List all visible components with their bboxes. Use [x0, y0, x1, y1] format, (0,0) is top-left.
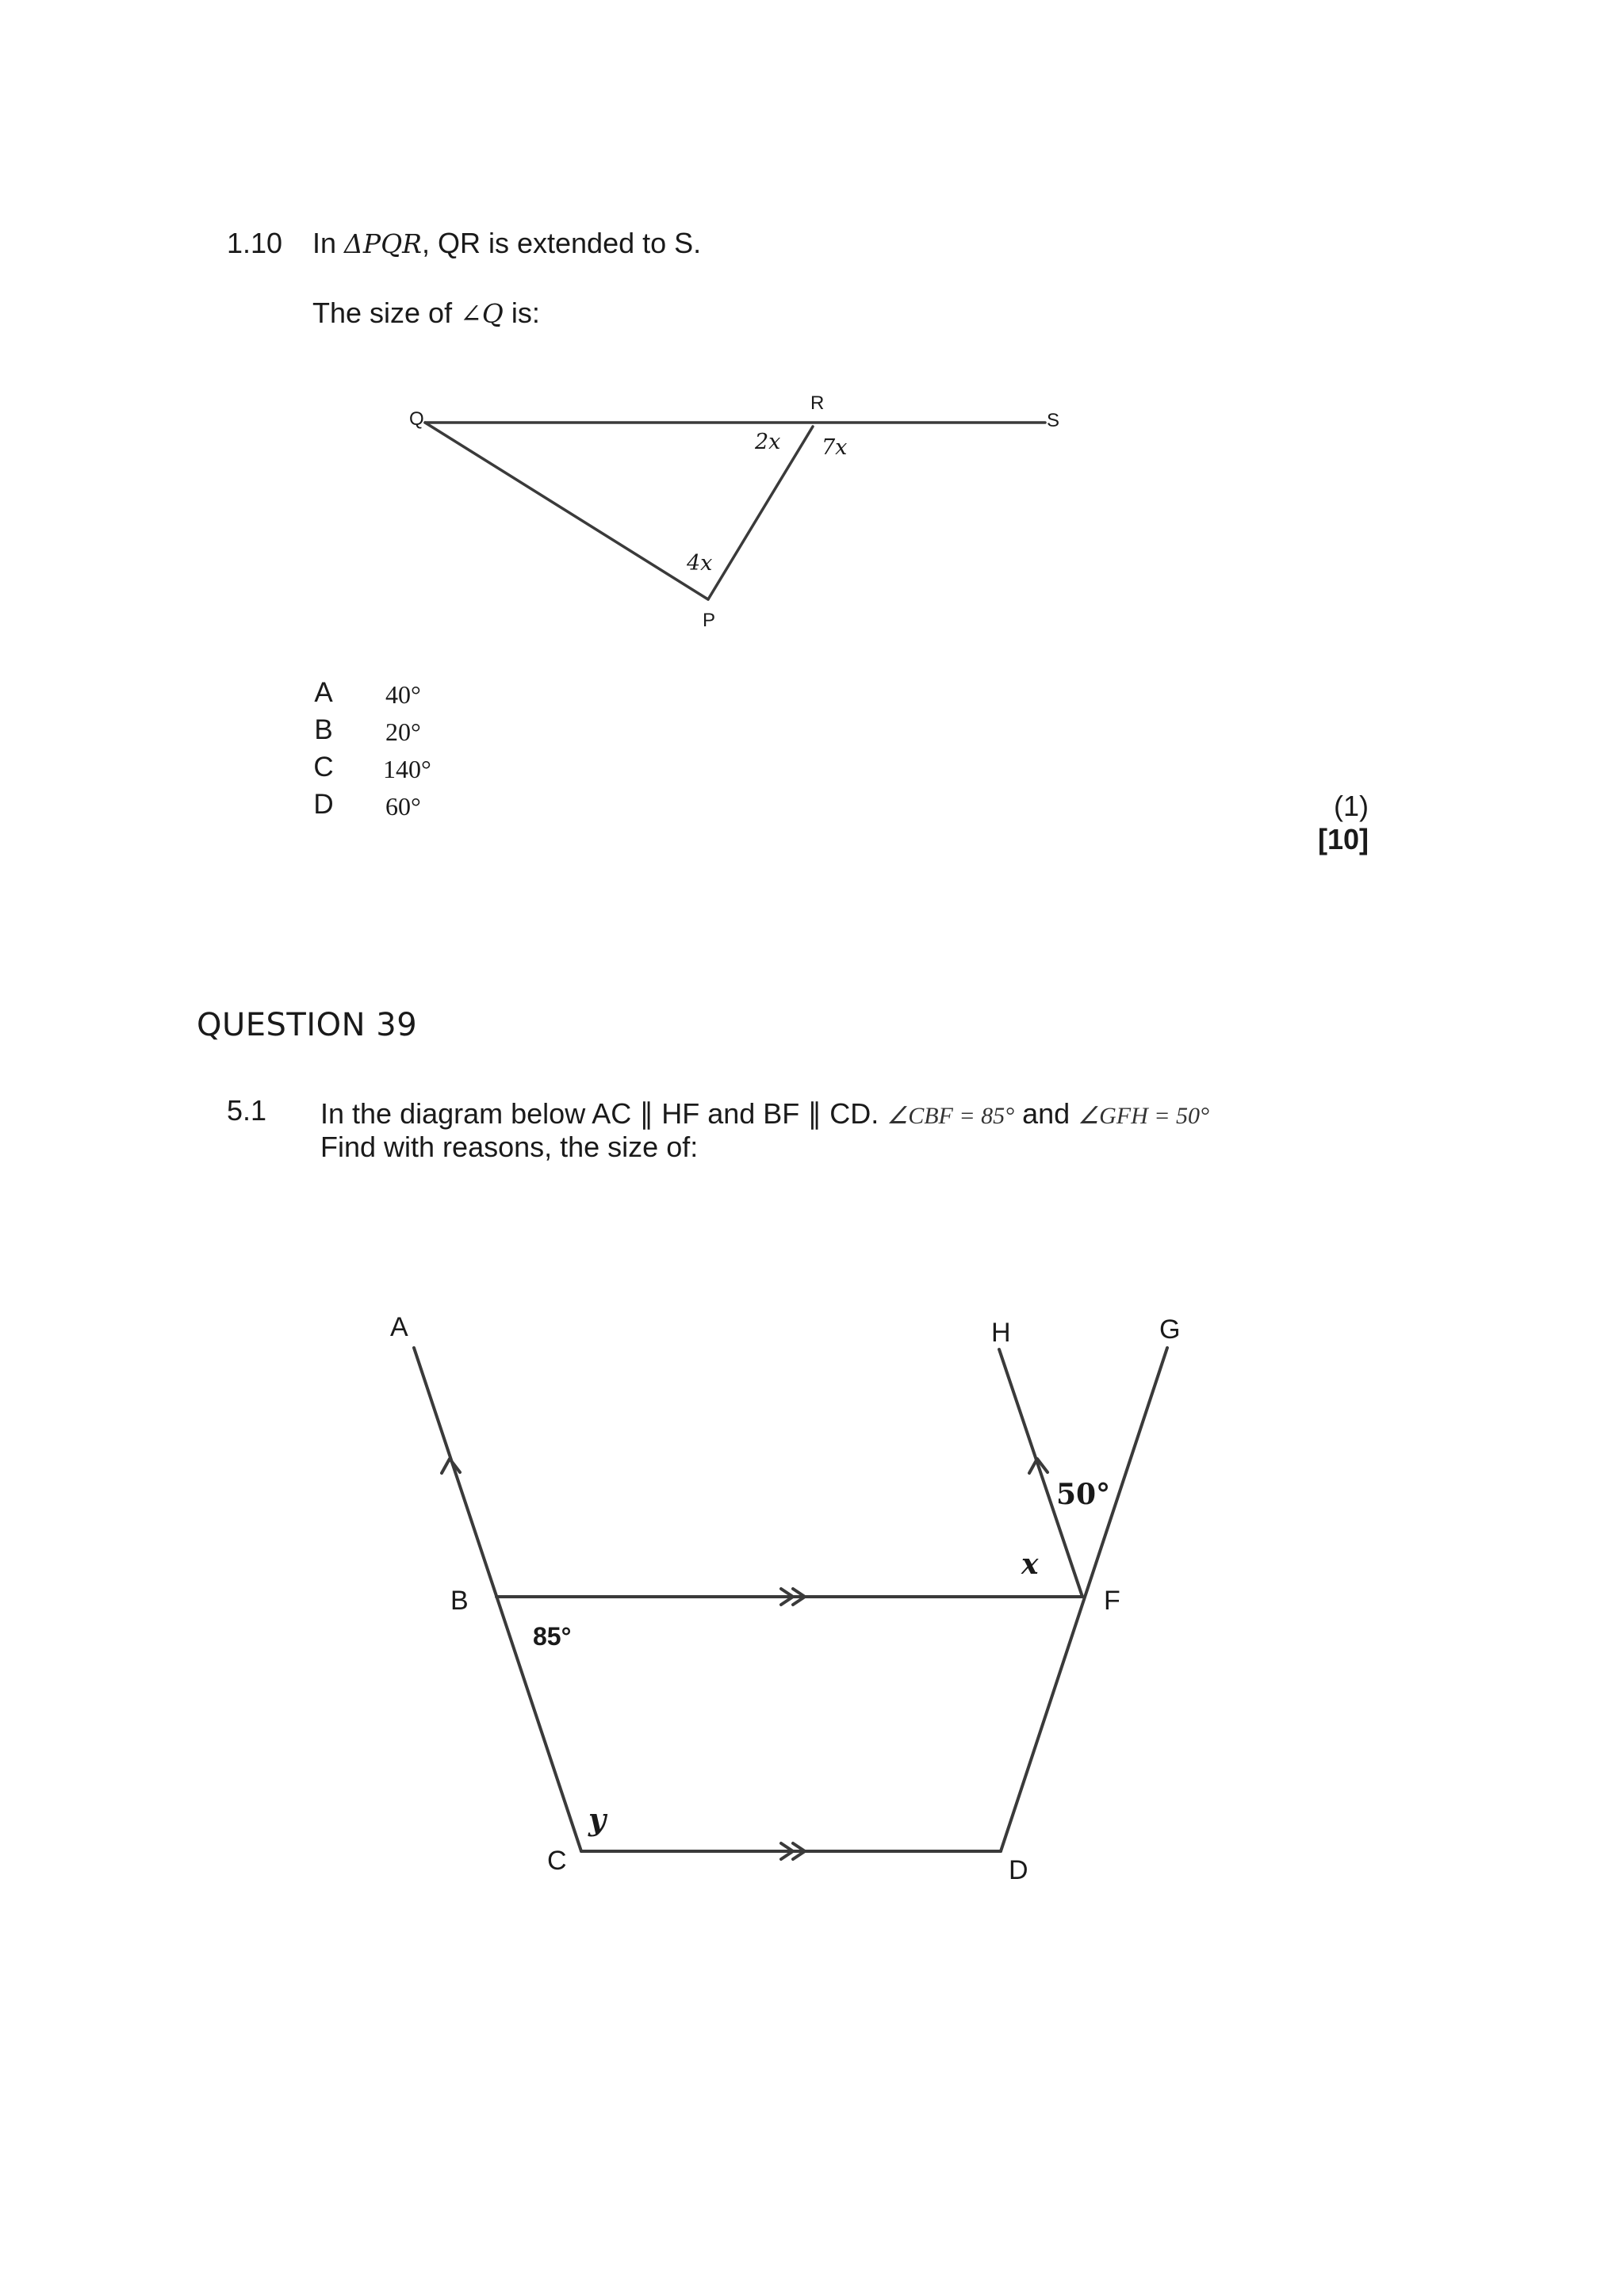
triangle-diagram — [0, 0, 1624, 682]
point-f: F — [1104, 1586, 1120, 1616]
prompt-suffix: is: — [511, 297, 540, 329]
point-c: C — [547, 1846, 567, 1876]
option-value: 140° — [383, 755, 431, 783]
question-number: 5.1 — [227, 1094, 267, 1127]
point-s: S — [1047, 410, 1060, 431]
option-letter: C — [313, 752, 334, 783]
point-h: H — [991, 1318, 1011, 1348]
triangle-symbol: ΔPQR — [344, 228, 422, 259]
angle-label-x: x — [1021, 1548, 1039, 1581]
question-total: [10] — [1317, 823, 1369, 855]
angle-label-4x: 4x — [687, 551, 713, 576]
parallel-lines-diagram — [0, 1269, 1624, 1903]
angle-label-7x: 7x — [822, 435, 848, 460]
option-value: 20° — [385, 718, 421, 746]
question-number: 1.10 — [227, 227, 283, 259]
option-a — [308, 677, 421, 709]
given-angle-gfh: ∠GFH = 50° — [1078, 1103, 1210, 1129]
option-d — [308, 789, 421, 821]
angle-label-y: y — [588, 1801, 607, 1837]
line-qp — [425, 423, 708, 599]
given-angle-cbf: ∠CBF = 85° — [887, 1103, 1015, 1129]
option-letter: A — [314, 677, 333, 708]
line-dg — [1001, 1348, 1167, 1851]
question-line-2: Find with reasons, the size of: — [320, 1131, 699, 1163]
option-value: 60° — [385, 792, 421, 821]
point-q: Q — [409, 408, 424, 430]
angle-label-2x: 2x — [755, 430, 781, 454]
intro-suffix: , QR is extended to S. — [421, 227, 702, 259]
option-letter: D — [313, 789, 334, 820]
point-d: D — [1009, 1855, 1028, 1885]
angle-label-50: 50° — [1056, 1478, 1111, 1511]
question-marks: (1) — [1334, 790, 1369, 822]
option-c — [308, 752, 431, 783]
arrow-ac — [442, 1459, 460, 1473]
given-text: In the diagram below AC ∥ HF and BF ∥ CD. — [320, 1097, 879, 1130]
line-ac — [414, 1348, 581, 1851]
question-line-1 — [320, 1097, 1209, 1131]
and-word: and — [1022, 1097, 1071, 1130]
angle-label-85: 85° — [533, 1622, 572, 1651]
option-letter: B — [314, 714, 333, 745]
option-b — [308, 714, 421, 746]
prompt-prefix: The size of — [312, 297, 453, 329]
line-hf — [999, 1349, 1082, 1597]
intro-prefix: In — [312, 227, 337, 259]
option-value: 40° — [385, 680, 421, 709]
point-a: A — [390, 1312, 408, 1342]
angle-symbol: ∠Q — [460, 298, 504, 329]
section-heading: QUESTION 39 — [197, 1007, 418, 1043]
point-p: P — [703, 610, 716, 631]
point-b: B — [450, 1586, 469, 1616]
point-r: R — [810, 392, 825, 414]
point-g: G — [1159, 1314, 1181, 1345]
